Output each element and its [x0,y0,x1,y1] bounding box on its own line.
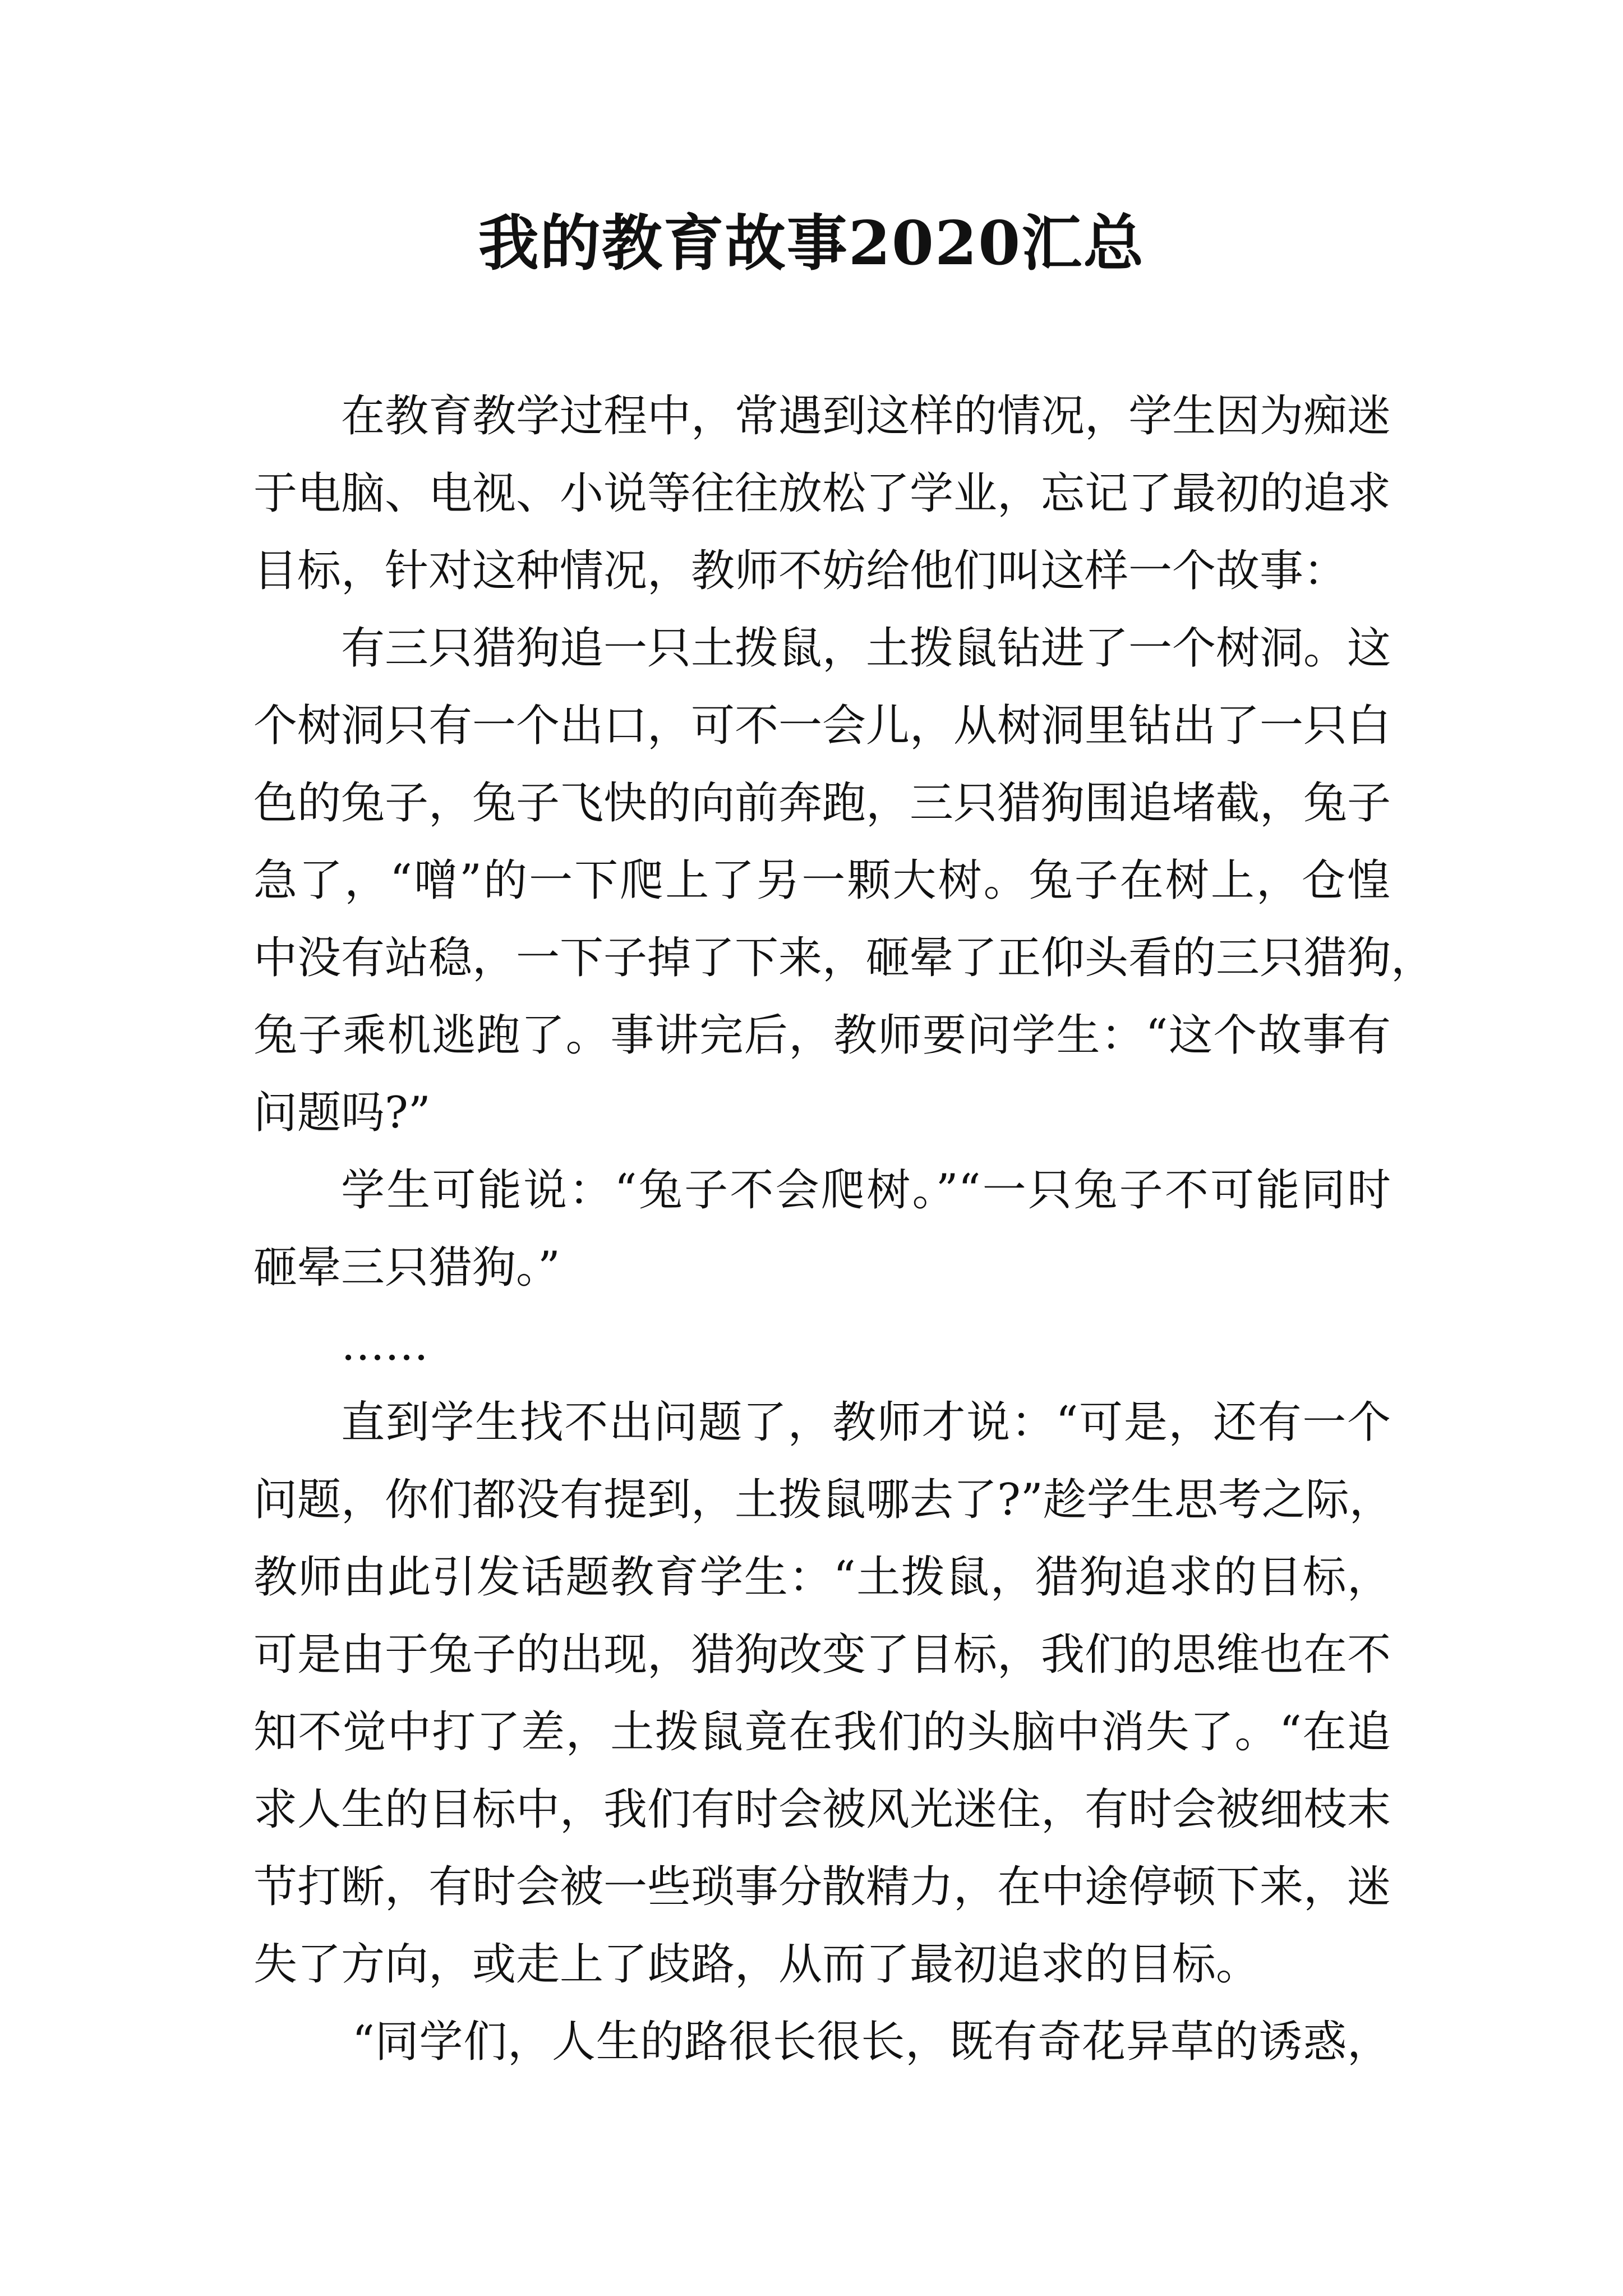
text-line: 可是由于兔子的出现，猎狗改变了目标，我们的思维也在不 [253,1630,1391,1680]
text-line: 个树洞只有一个出口，可不一会儿，从树洞里钻出了一只白 [253,701,1391,751]
text-line: 知不觉中打了差，土拨鼠竟在我们的头脑中消失了。“在追 [253,1707,1391,1757]
text-line: 问题吗?” [253,1088,431,1138]
paragraph [253,1384,1391,2003]
text-line: 中没有站稳，一下子掉了下来，砸晕了正仰头看的三只猎狗， [253,933,1435,983]
text-line: 学生可能说：“兔子不会爬树。”“一只兔子不可能同时 [341,1165,1391,1216]
text-line: 于电脑、电视、小说等往往放松了学业，忘记了最初的追求 [253,468,1391,519]
document-body [253,378,1435,2081]
paragraph [253,2003,1391,2081]
text-line: 在教育教学过程中，常遇到这样的情况，学生因为痴迷 [341,391,1391,441]
text-line: 直到学生找不出问题了，教师才说：“可是，还有一个 [341,1397,1391,1448]
text-line: 失了方向，或走上了歧路，从而了最初追求的目标。 [253,1939,1260,1990]
text-line: 有三只猎狗追一只土拨鼠，土拨鼠钻进了一个树洞。这 [341,623,1391,674]
paragraph [253,1306,1391,1384]
text-line: 教师由此引发话题教育学生：“土拨鼠，猎狗追求的目标， [253,1552,1391,1603]
text-line: “同学们，人生的路很长很长，既有奇花异草的诱惑， [352,2017,1391,2067]
text-line: 求人生的目标中，我们有时会被风光迷住，有时会被细枝末 [253,1784,1391,1835]
text-line: 问题，你们都没有提到，土拨鼠哪去了?”趁学生思考之际， [253,1475,1393,1525]
text-line: 色的兔子，兔子飞快的向前奔跑，三只猎狗围追堵截，兔子 [253,778,1391,829]
document-title: 我的教育故事2020汇总 [478,208,1145,279]
text-line: 目标，针对这种情况，教师不妨给他们叫这样一个故事： [253,546,1348,596]
paragraph [253,610,1435,1152]
paragraph [253,378,1391,610]
text-line: 急了，“噌”的一下爬上了另一颗大树。兔子在树上，仓惶 [253,855,1391,906]
ellipsis-line: …… [341,1320,428,1370]
text-line: 兔子乘机逃跑了。事讲完后，教师要问学生：“这个故事有 [253,1010,1391,1061]
text-line: 节打断，有时会被一些琐事分散精力，在中途停顿下来，迷 [253,1862,1391,1912]
paragraph [253,1152,1391,1306]
text-line: 砸晕三只猎狗。” [253,1243,560,1293]
